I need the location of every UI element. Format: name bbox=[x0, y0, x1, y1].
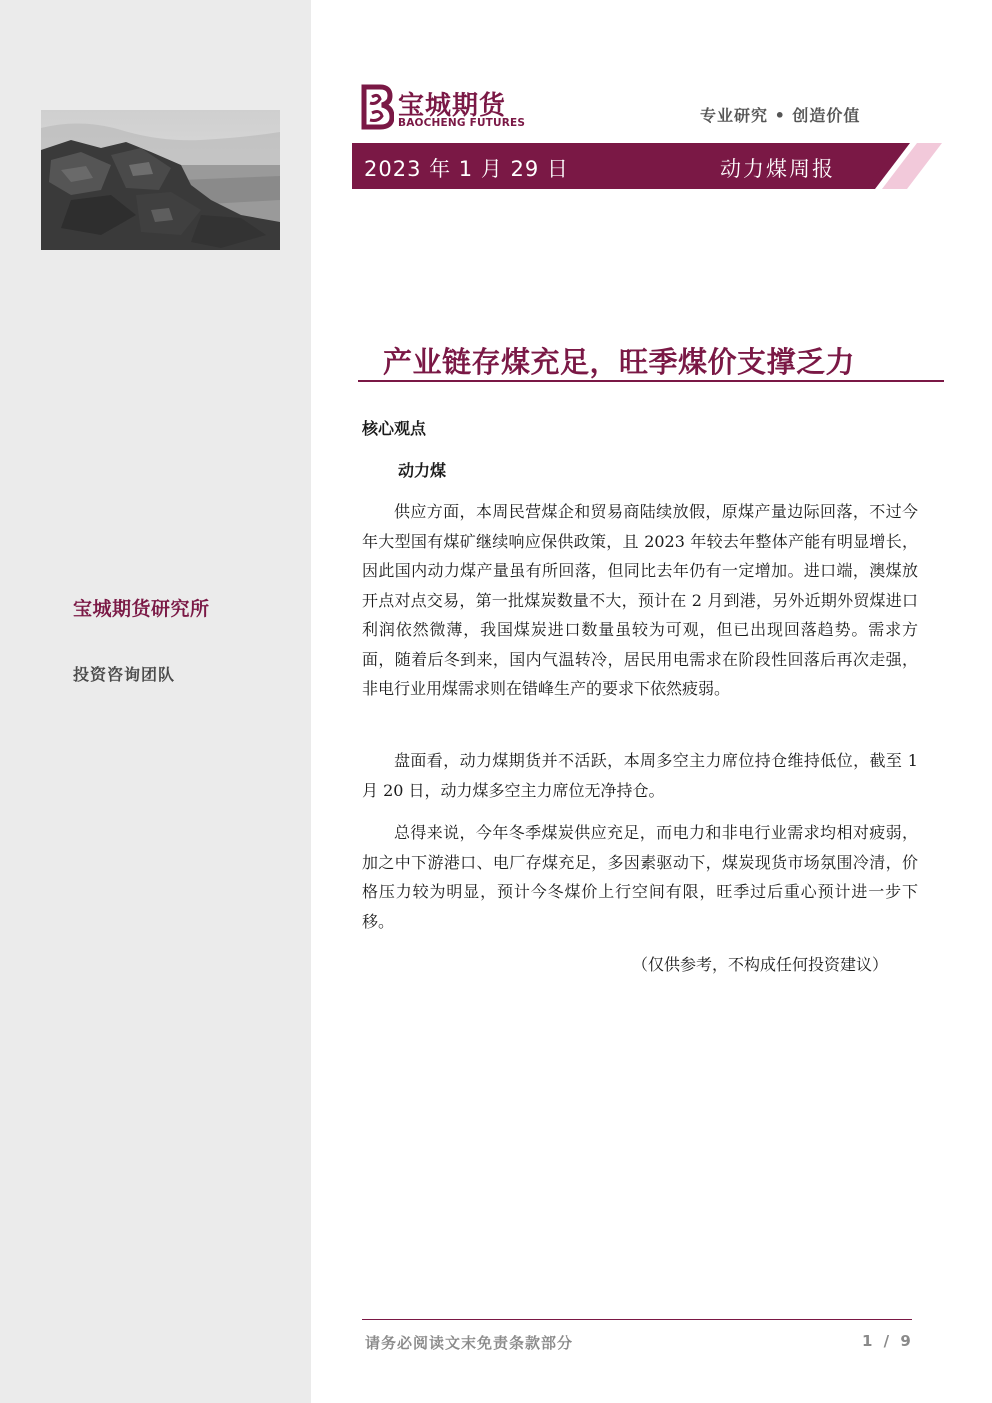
company-logo bbox=[358, 83, 528, 133]
article-headline: 产业链存煤充足，旺季煤价支撑乏力 bbox=[383, 345, 856, 379]
section-title: 核心观点 bbox=[362, 419, 427, 438]
headline-divider bbox=[358, 380, 944, 382]
paragraph-futures: 盘面看，动力煤期货并不活跃，本周多空主力席位持仓维持低位，截至 1 月 20 日，动力煤多空主力席位无净持仓。 bbox=[362, 751, 918, 800]
sidebar-org-name: 宝城期货研究所 bbox=[73, 598, 210, 620]
cover-photo-coal bbox=[41, 110, 280, 250]
paragraph-summary: 总得来说，今年冬季煤炭供应充足，而电力和非电行业需求均相对疲弱，加之中下游港口、电厂存煤充足，多因素驱动下，煤炭现货市场氛围冷清，价格压力较为明显，预计今冬煤价上行空间有限，旺季过后重心预计进一步下移。 bbox=[362, 823, 918, 931]
disclaimer: （仅供参考，不构成任何投资建议） bbox=[632, 955, 889, 974]
footer-divider bbox=[362, 1319, 912, 1320]
sub-title: 动力煤 bbox=[398, 461, 447, 480]
sidebar bbox=[0, 0, 311, 1403]
report-banner bbox=[352, 143, 942, 189]
page-number: 1 / 9 bbox=[862, 1332, 914, 1350]
logo-chinese-name: 宝城期货 bbox=[398, 91, 507, 121]
sidebar-team-name: 投资咨询团队 bbox=[73, 665, 176, 684]
slogan: 专业研究 • 创造价值 bbox=[700, 106, 861, 125]
report-date: 2023 年 1 月 29 日 bbox=[364, 157, 569, 181]
paragraph-supply-demand: 供应方面，本周民营煤企和贸易商陆续放假，原煤产量边际回落，不过今年大型国有煤矿继续响应保供政策，且 2023 年较去年整体产能有明显增长，因此国内动力煤产量虽有所回落，但同比去年仍有一定增加。进口端，澳煤放开点对点交易，第一批煤炭数量不大，预计在 2 月到港，另外近期外贸煤进口利润依然微薄，我国煤炭进口数量虽较为可观，但已出现回落趋势。需求方面，随着后冬到来，国内气温转冷，居民用电需求在阶段性回落后再次走强，非电行业用煤需求则在错峰生产的要求下依然疲弱。 bbox=[362, 502, 918, 698]
logo-english-name: BAOCHENG FUTURES bbox=[398, 117, 526, 129]
report-type: 动力煤周报 bbox=[720, 157, 835, 181]
logo-mark-icon bbox=[358, 83, 394, 131]
footer-disclaimer-note: 请务必阅读文末免责条款部分 bbox=[365, 1334, 574, 1352]
